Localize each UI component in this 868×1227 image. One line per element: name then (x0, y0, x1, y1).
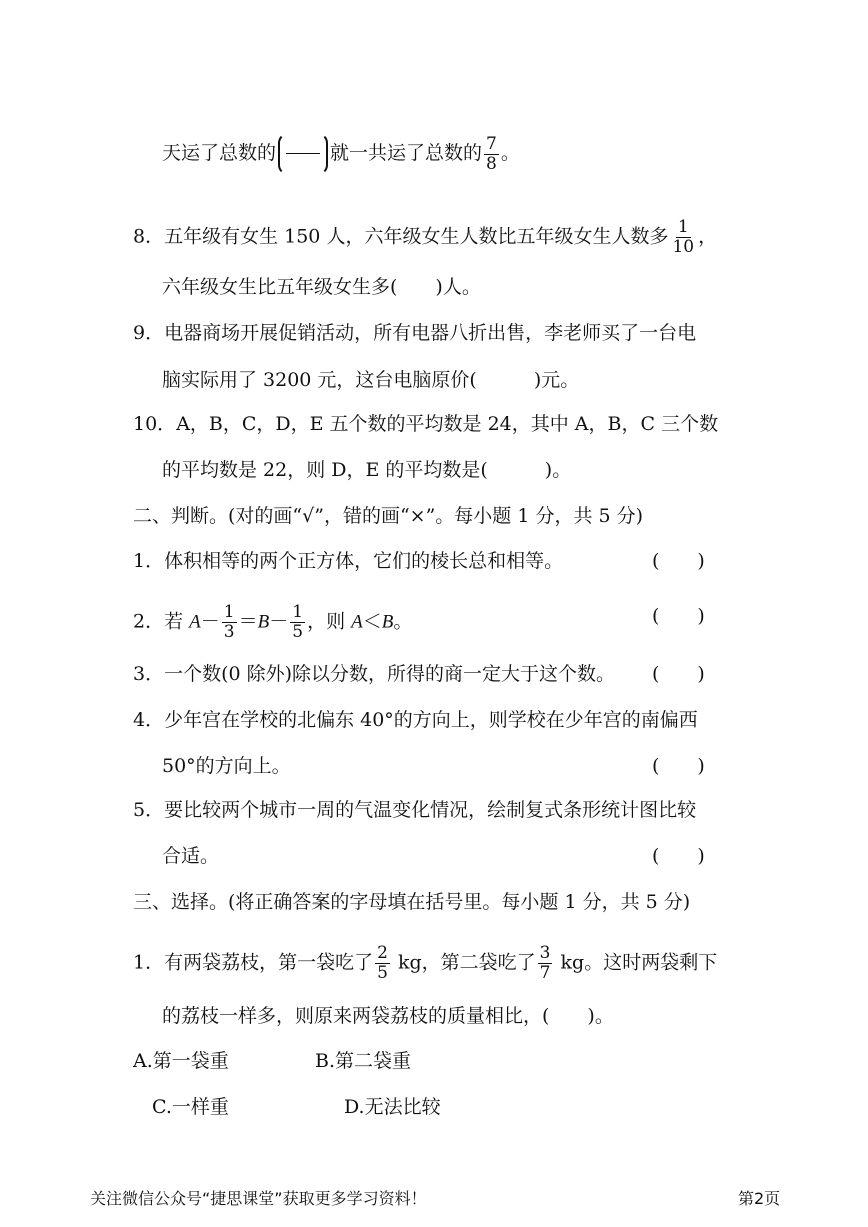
option-a: A.第一袋重 (133, 1050, 229, 1072)
option-b: B.第二袋重 (315, 1050, 412, 1072)
judge-item-4: 4．少年宫在学校的北偏东 40°的方向上，则学校在少年宫的南偏西 (133, 709, 698, 731)
answer-paren: ( ) (652, 605, 705, 627)
fraction-1-3: $\frac{1}{3}$ (223, 602, 235, 642)
page-number: 第2页 (738, 1189, 781, 1208)
answer-paren: ( ) (652, 845, 705, 867)
q8-line1: 8．五年级有女生 150 人，六年级女生人数比五年级女生人数多 $\frac{1}{10}$ ， (133, 217, 718, 257)
q10-line2: 的平均数是 22，则 D，E 的平均数是( )。 (162, 459, 572, 481)
choice-q1-line1: 1．有两袋荔枝，第一袋吃了 $\frac{2}{5}$ kg，第二袋吃了 $\frac{3}{7}$ kg。这时两袋剩下 (133, 943, 718, 983)
answer-paren: ( ) (652, 663, 705, 685)
fraction-7-8: $\frac{7}{8}$ (486, 133, 497, 174)
section3-title: 三、选择。(将正确答案的字母填在括号里。每小题 1 分，共 5 分) (133, 891, 691, 913)
judge-item-5-line2: 合适。 (162, 845, 220, 867)
question-number: 9． (133, 322, 165, 344)
q9-line1: 9．电器商场开展促销活动，所有电器八折出售，李老师买了一台电 (133, 322, 697, 344)
fraction-3-7: $\frac{3}{7}$ (539, 943, 551, 983)
footer-promo: 关注微信公众号“捷思课堂”获取更多学习资料！ (90, 1189, 427, 1208)
question-number: 8． (133, 225, 165, 248)
judge-item-4-line2: 50°的方向上。 (162, 755, 291, 777)
fraction-1-5: $\frac{1}{5}$ (292, 602, 304, 642)
option-d: D.无法比较 (344, 1096, 441, 1118)
fraction-1-10: $\frac{1}{10}$ (672, 217, 695, 257)
answer-paren: ( ) (652, 550, 705, 572)
choice-q1-line2: 的荔枝一样多，则原来两袋荔枝的质量相比，( )。 (162, 1005, 614, 1027)
section2-title: 二、判断。(对的画“√”，错的画“×”。每小题 1 分，共 5 分) (133, 505, 644, 527)
judge-item-1: 1．体积相等的两个正方体，它们的棱长总和相等。 (133, 550, 564, 572)
option-c: C.一样重 (152, 1096, 229, 1118)
q8-line2: 六年级女生比五年级女生多( )人。 (162, 276, 481, 298)
answer-blank-box (278, 133, 328, 175)
judge-item-3: 3．一个数(0 除外)除以分数，所得的商一定大于这个数。 (133, 663, 616, 685)
judge-item-2: 2．若 A－ $\frac{1}{3}$ ＝B－ $\frac{1}{5}$ ，则 A＜B。 (133, 602, 413, 642)
fraction-2-5: $\frac{2}{5}$ (377, 943, 388, 983)
q10-line1: 10．A，B，C，D，E 五个数的平均数是 24，其中 A，B，C 三个数 (133, 413, 719, 435)
q7-continuation: 天运了总数的 就一共运了总数的 $\frac{7}{8}$ 。 (162, 133, 520, 174)
answer-paren: ( ) (652, 755, 705, 777)
q9-line2: 脑实际用了 3200 元，这台电脑原价( )元。 (162, 369, 580, 391)
judge-item-5: 5．要比较两个城市一周的气温变化情况，绘制复式条形统计图比较 (133, 799, 697, 821)
question-number: 10． (133, 413, 177, 435)
